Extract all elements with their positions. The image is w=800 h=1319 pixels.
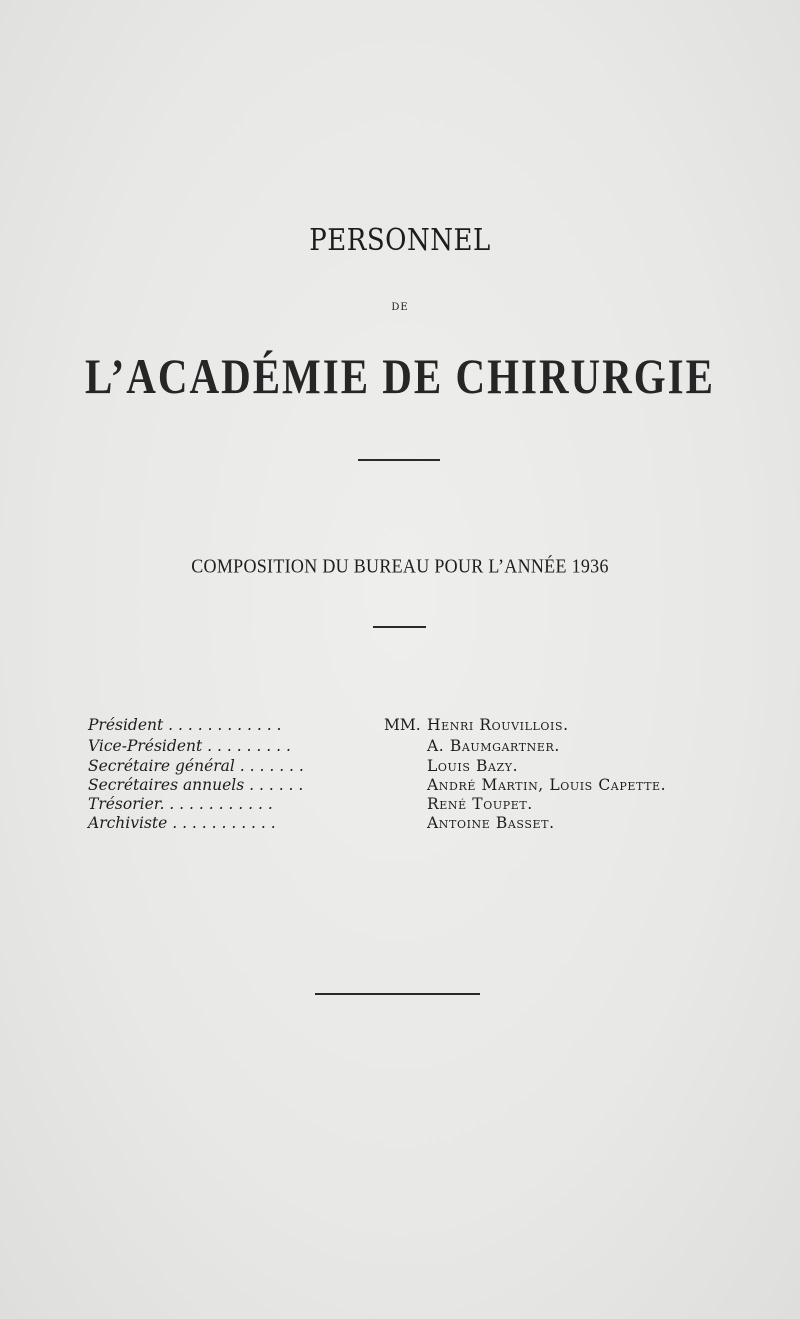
divider-rule-3	[315, 993, 480, 995]
list-item	[88, 737, 708, 757]
member-name: Louis Bazy.	[427, 757, 519, 775]
role-label: Archiviste . . . . . . . . . . .	[88, 814, 276, 832]
title-academie: L’ACADÉMIE DE CHIRURGIE	[85, 348, 715, 404]
divider-rule-1	[358, 459, 440, 461]
member-name: André Martin, Louis Capette.	[427, 776, 667, 794]
honorific-prefix: MM.	[384, 716, 421, 734]
list-item	[88, 776, 708, 796]
list-item	[88, 757, 708, 777]
divider-rule-2	[373, 626, 426, 628]
role-label: Vice-Président . . . . . . . . .	[88, 737, 291, 755]
member-name: A. Baumgartner.	[427, 737, 560, 755]
list-item	[88, 814, 708, 834]
role-label: Secrétaires annuels . . . . . .	[88, 776, 304, 794]
list-item	[88, 795, 708, 815]
role-label: Secrétaire général . . . . . . .	[88, 757, 304, 775]
list-item	[88, 716, 708, 736]
role-label: Président . . . . . . . . . . . .	[88, 716, 282, 734]
member-name: Henri Rouvillois.	[427, 716, 569, 734]
bureau-composition-heading: COMPOSITION DU BUREAU POUR L’ANNÉE 1936	[191, 554, 609, 577]
title-personnel: PERSONNEL	[309, 223, 491, 259]
member-name: René Toupet.	[427, 795, 533, 813]
title-de: DE	[391, 302, 409, 313]
role-label: Trésorier. . . . . . . . . . . .	[88, 795, 273, 813]
member-name: Antoine Basset.	[427, 814, 555, 832]
